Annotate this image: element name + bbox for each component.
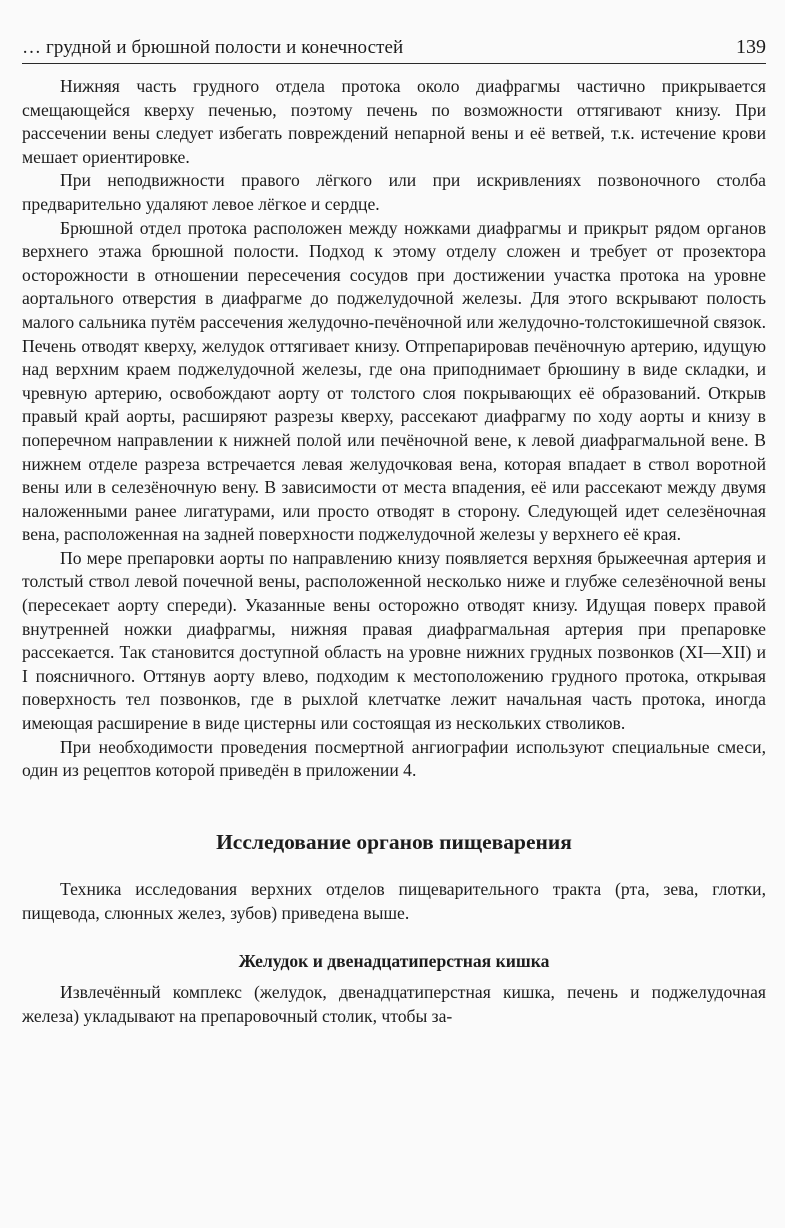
running-header-title: … грудной и брюшной полости и конечностей [22,37,404,58]
running-header [22,36,766,64]
subsection-text [22,980,766,1029]
body-text [22,75,766,783]
paragraph: По мере препаровки аорты по направлению книзу появляется верхняя брыжеечная артерия и толстый ствол левой почечной вены, расположенной несколько ниже и глубже селезёночной вены (пересекает аорту спереди). Указанные вены осторожно отводят книзу. Идущая поверх правой внутренней ножки диафрагмы, нижняя правая диафрагмальная артерия при препаровке рассекается. Так становится доступной область на уровне нижних грудных позвонков (XI—XII) и I поясничного. Оттянув аорту влево, подходим к местоположению грудного протока, открывая поверхность тел позвонков, где в рыхлой клетчатке лежит начальная часть протока, иногда имеющая расширение в виде цистерны или состоящая из нескольких стволиков. [22,547,766,734]
subsection-heading: Желудок и двенадцатиперстная кишка [238,950,550,971]
section-heading: Исследование органов пищеварения [216,829,572,854]
paragraph: Нижняя часть грудного отдела протока около диафрагмы частично прикрывается смещающейся кверху печенью, поэтому печень по возможности оттягивают книзу. При рассечении вены следует избегать повреждений непарной вены и её ветвей, т.к. истечение крови мешает ориентировке. [22,76,766,167]
book-page [22,36,766,1029]
paragraph: Техника исследования верхних отделов пищеварительного тракта (рта, зева, глотки, пищевода, слюнных желез, зубов) приведена выше. [22,878,766,924]
paragraph: При необходимости проведения посмертной ангиографии используют специальные смеси, один из рецептов которой приведён в приложении 4. [22,736,766,781]
paragraph: Извлечённый комплекс (желудок, двенадцатиперстная кишка, печень и поджелудочная железа) укладывают на препаровочный столик, чтобы за- [22,981,766,1027]
page-number: 139 [736,36,766,58]
paragraph: При неподвижности правого лёгкого или при искривлениях позвоночного столба предварительно удаляют левое лёгкое и сердце. [22,170,766,214]
section-intro [22,877,766,926]
paragraph: Брюшной отдел протока расположен между ножками диафрагмы и прикрыт рядом органов верхнего этажа брюшной полости. Подход к этому отделу сложен и требует от прозектора осторожности в отношении пересечения сосудов при достижении участка протока на уровне аортального отверстия в диафрагме до поджелудочной железы. Для этого вскрывают полость малого сальника путём рассечения желудочно-печёночной или желудочно-толстокишечной связок. Печень отводят кверху, желудок оттягивает книзу. Отпрепарировав печёночную артерию, идущую над верхним краем поджелудочной железы, где она приподнимает брюшину в виде складки, и чревную артерию, освобождают аорту от толстого слоя покрывающих её образований. Открыв правый край аорты, расширяют разрезы кверху, рассекают диафрагму по ходу аорты и книзу в поперечном направлении к нижней полой или печёночной вене, к левой диафрагмальной вене. В нижнем отделе разреза встречается левая желудочковая вена, которая впадает в ствол воротной вены или в селезёночную вену. В зависимости от места впадения, её или рассекают между двумя наложенными ранее лигатурами, или просто отводят в сторону. Следующей идет селезёночная вена, расположенная на задней поверхности поджелудочной железы у верхнего её края. [22,217,766,545]
